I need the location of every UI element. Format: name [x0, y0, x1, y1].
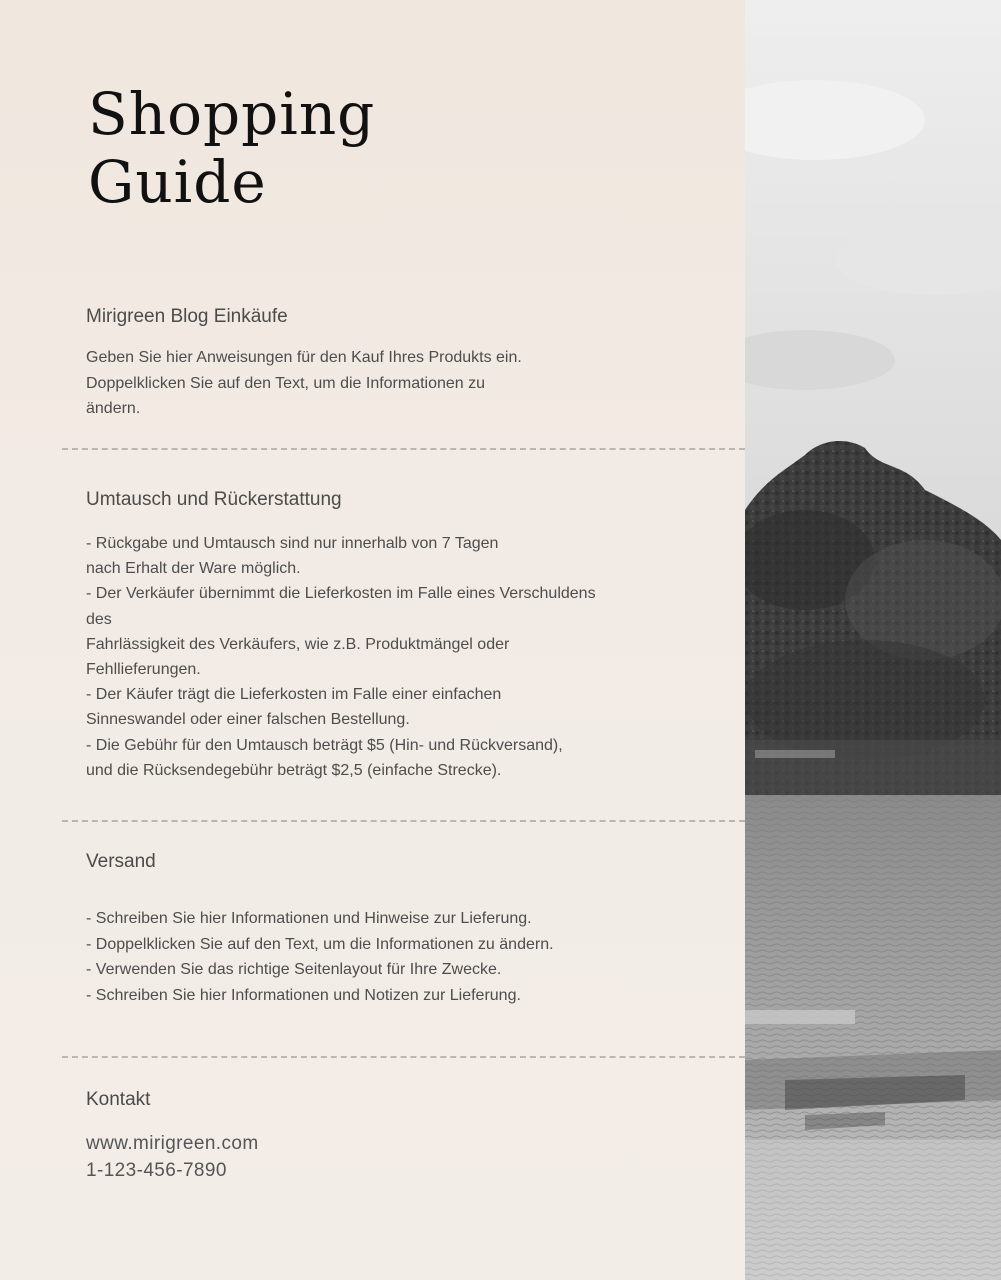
contact-heading: Kontakt [86, 1089, 151, 1110]
section-divider [62, 448, 745, 450]
section-divider [62, 820, 745, 822]
shipping-line: - Schreiben Sie hier Informationen und Notizen zur Lieferung. [86, 986, 521, 1004]
returns-line: des [86, 610, 112, 628]
returns-line: Sinneswandel oder einer falschen Bestellung. [86, 711, 410, 729]
page-title [88, 80, 375, 216]
landscape-photo [745, 0, 1001, 1280]
intro-line: ändern. [86, 400, 141, 417]
returns-text [86, 531, 596, 783]
returns-line: - Die Gebühr für den Umtausch beträgt $5 (Hin- und Rückversand), [86, 736, 563, 754]
title-line-1: Shopping [88, 80, 376, 148]
shipping-line: - Verwenden Sie das richtige Seitenlayout für Ihre Zwecke. [86, 961, 502, 978]
intro-text [86, 345, 522, 422]
returns-line: - Rückgabe und Umtausch sind nur innerhalb von 7 Tagen [86, 535, 499, 552]
returns-line: nach Erhalt der Ware möglich. [86, 560, 301, 578]
returns-line: Fahrlässigkeit des Verkäufers, wie z.B. Produktmängel oder [86, 635, 510, 653]
intro-heading: Mirigreen Blog Einkäufe [86, 306, 288, 327]
lake-trees-image [745, 0, 1001, 1280]
shipping-text [86, 906, 554, 1008]
intro-line: Geben Sie hier Anweisungen für den Kauf Ihres Produkts ein. [86, 349, 522, 366]
contact-website[interactable]: www.mirigreen.com [86, 1133, 259, 1154]
section-divider [62, 1056, 745, 1058]
title-line-2: Guide [88, 148, 267, 216]
intro-line: Doppelklicken Sie auf den Text, um die Informationen zu [86, 374, 486, 392]
returns-line: Fehllieferungen. [86, 661, 201, 679]
returns-line: - Der Verkäufer übernimmt die Lieferkosten im Falle eines Verschuldens [86, 585, 596, 603]
shipping-line: - Schreiben Sie hier Informationen und Hinweise zur Lieferung. [86, 910, 532, 927]
contact-phone[interactable]: 1-123-456-7890 [86, 1160, 227, 1181]
returns-heading: Umtausch und Rückerstattung [86, 489, 342, 510]
shipping-heading: Versand [86, 851, 156, 872]
returns-line: - Der Käufer trägt die Lieferkosten im Falle einer einfachen [86, 686, 502, 704]
shipping-line: - Doppelklicken Sie auf den Text, um die Informationen zu ändern. [86, 935, 554, 953]
returns-line: und die Rücksendegebühr beträgt $2,5 (einfache Strecke). [86, 761, 502, 779]
